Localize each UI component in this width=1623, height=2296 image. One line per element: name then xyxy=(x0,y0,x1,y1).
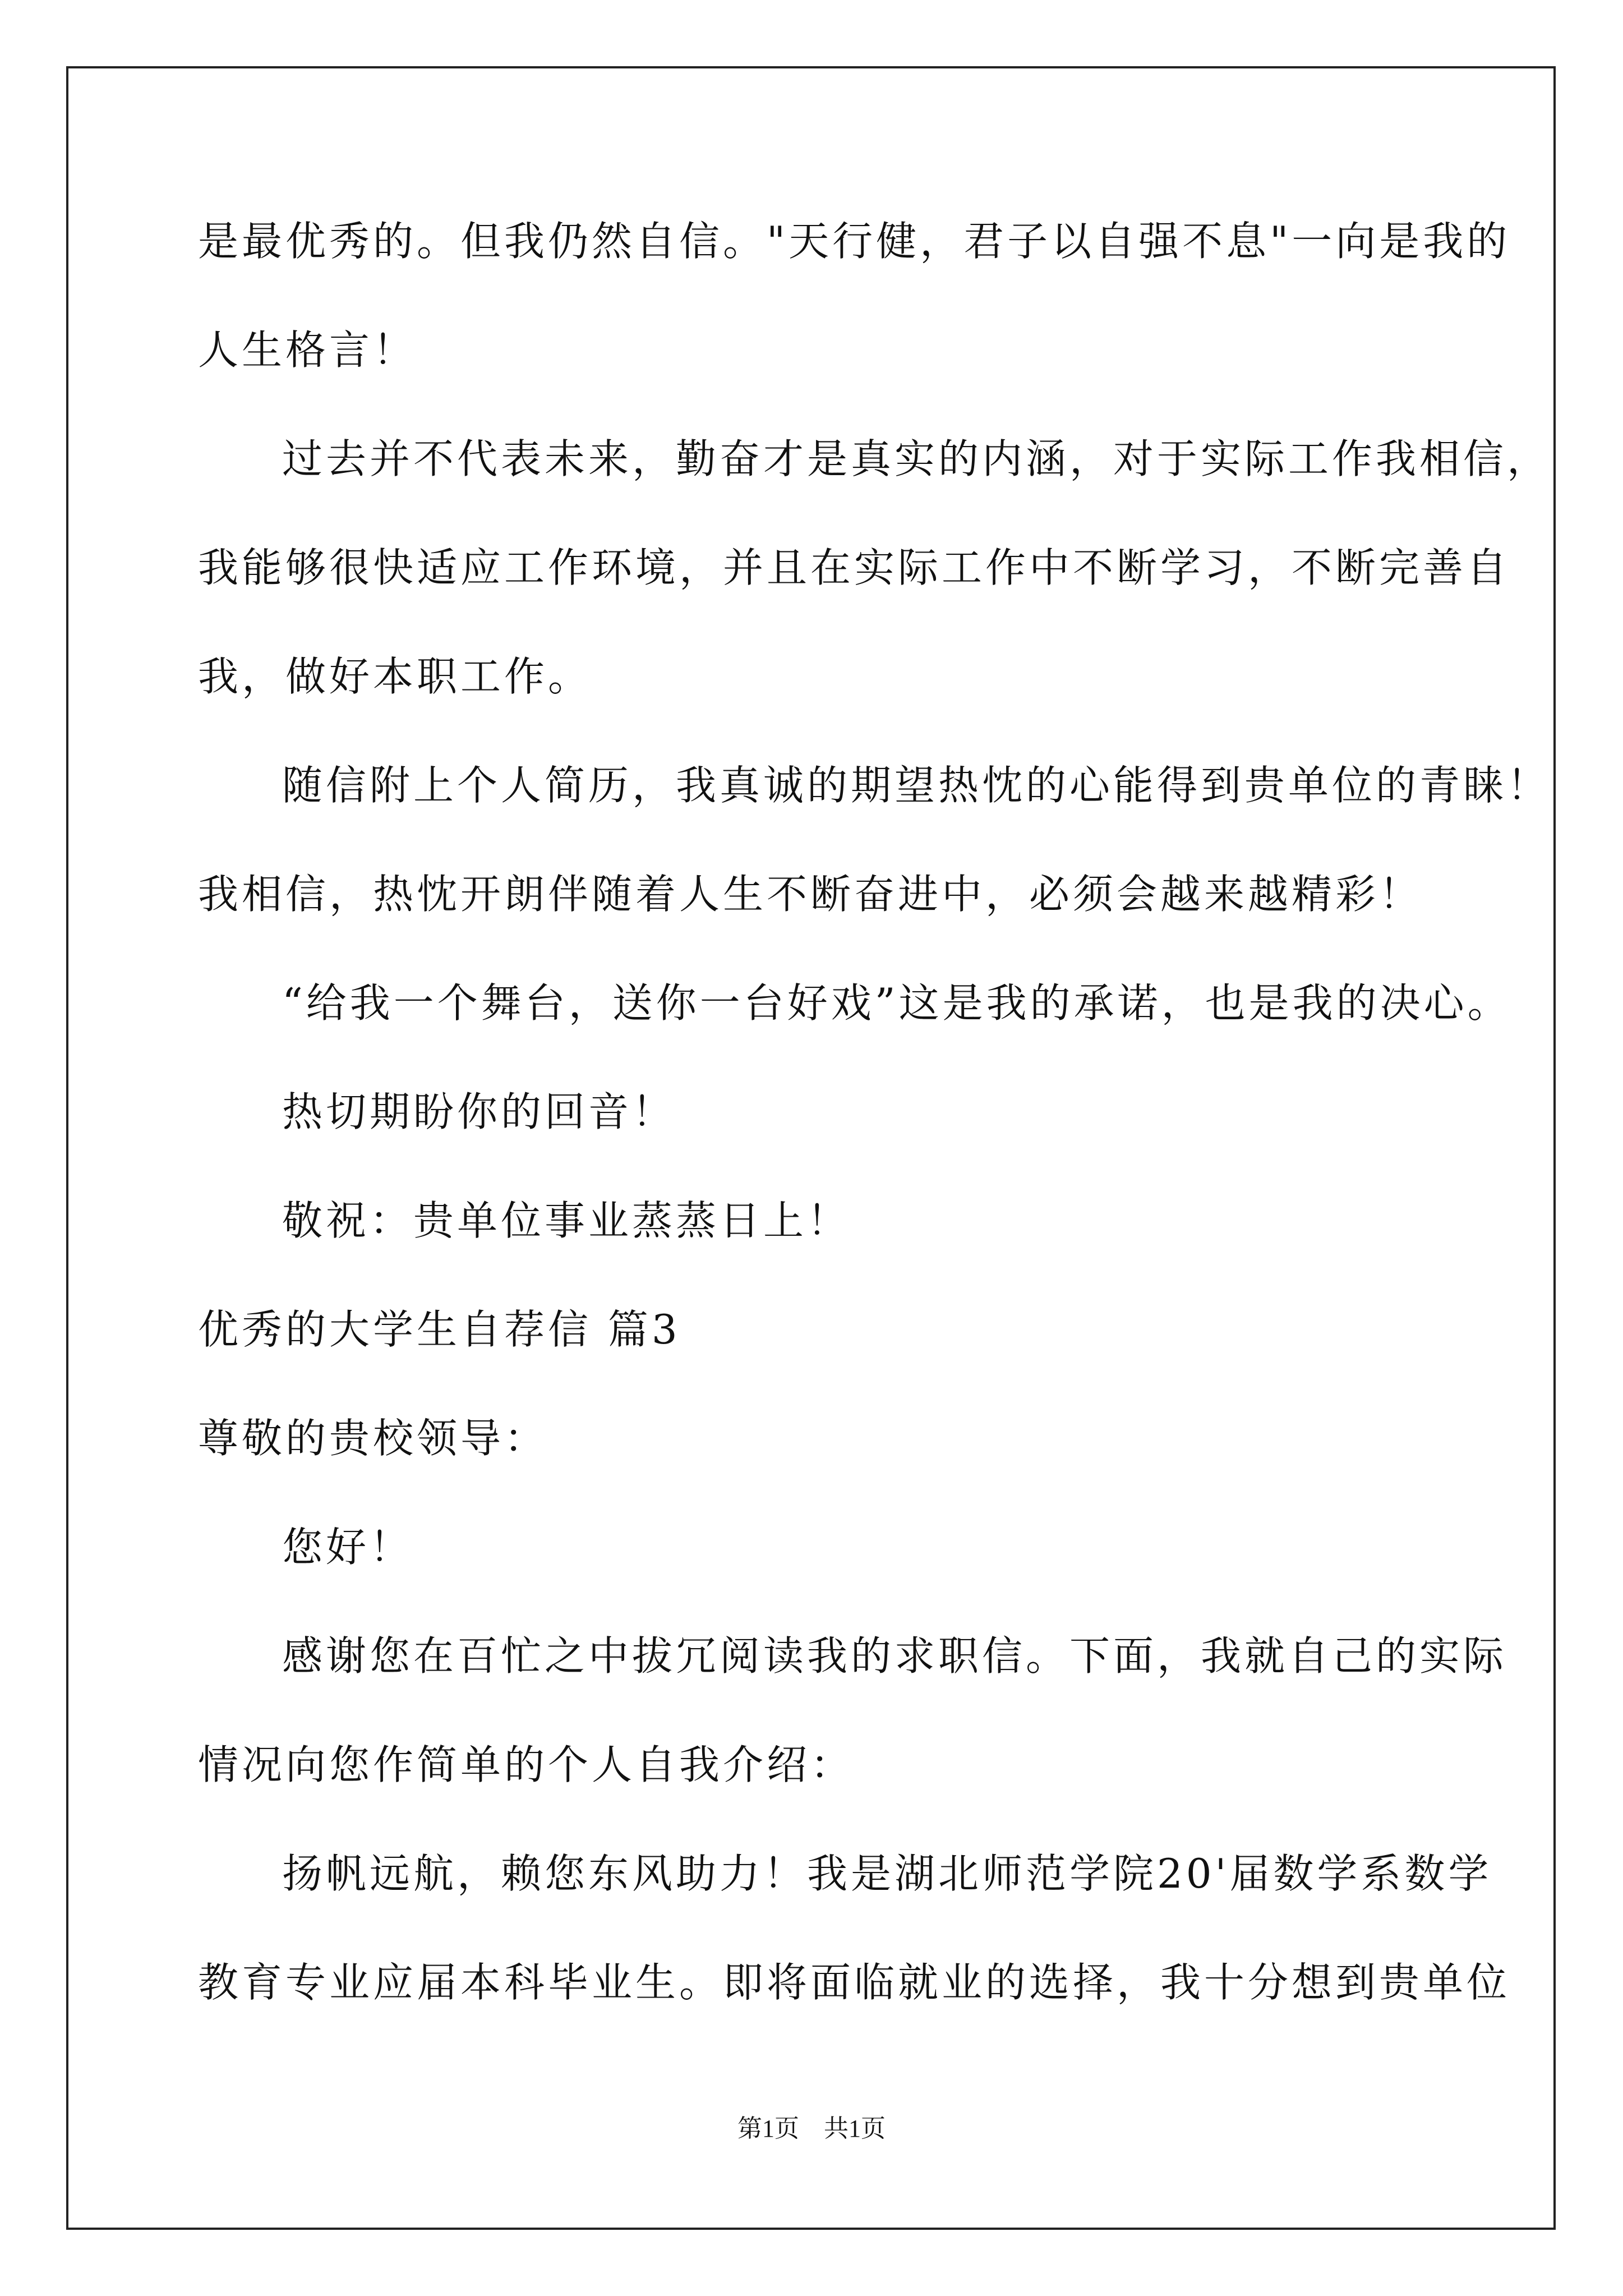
text-line: 是最优秀的。但我仍然自信。"天行健，君子以自强不息"一向是我的 xyxy=(198,218,1511,265)
text-line: 教育专业应届本科毕业生。即将面临就业的选择，我十分想到贵单位 xyxy=(198,1959,1511,2006)
section-heading: 优秀的大学生自荐信 篇3 xyxy=(198,1306,681,1353)
paragraph-line: 过去并不代表未来，勤奋才是真实的内涵，对于实际工作我相信， xyxy=(282,435,1551,482)
text-line: 我能够很快适应工作环境，并且在实际工作中不断学习，不断完善自 xyxy=(198,544,1511,591)
paragraph-line: 感谢您在百忙之中拔冗阅读我的求职信。下面，我就自己的实际 xyxy=(282,1632,1507,1680)
text-line: 我相信，热忱开朗伴随着人生不断奋进中，必须会越来越精彩！ xyxy=(198,871,1423,918)
closing-line: 敬祝：贵单位事业蒸蒸日上！ xyxy=(282,1197,851,1244)
paragraph-line: 热切期盼你的回音！ xyxy=(282,1088,676,1135)
paragraph-line: 随信附上个人简历，我真诚的期望热忱的心能得到贵单位的青睐！ xyxy=(282,762,1551,809)
salutation: 尊敬的贵校领导： xyxy=(198,1415,548,1462)
text-line: 我，做好本职工作。 xyxy=(198,653,592,700)
paragraph-line: 扬帆远航，赖您东风助力！我是湖北师范学院20'届数学系数学 xyxy=(282,1850,1492,1897)
paragraph-line: “给我一个舞台，送你一台好戏”这是我的承诺，也是我的决心。 xyxy=(282,979,1511,1027)
text-line: 人生格言！ xyxy=(198,326,417,374)
page-border xyxy=(66,66,1556,2230)
text-line: 情况向您作简单的个人自我介绍： xyxy=(198,1741,855,1788)
page-number-footer: 第1页 共1页 xyxy=(737,2115,886,2142)
greeting: 您好！ xyxy=(282,1524,414,1571)
